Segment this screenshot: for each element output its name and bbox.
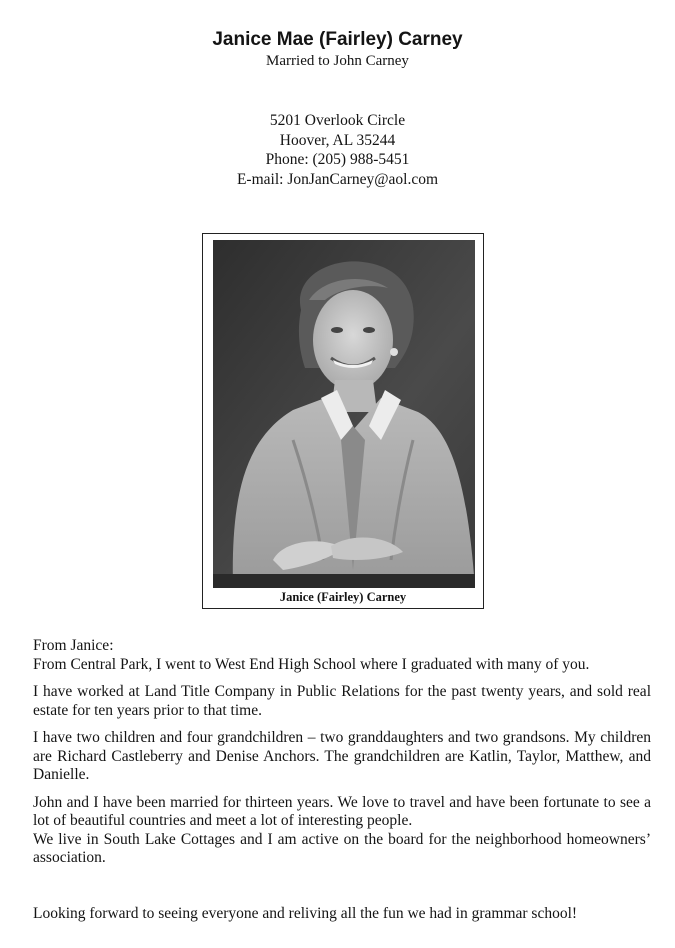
- portrait-photo: [213, 240, 475, 588]
- phone-number: Phone: (205) 988-5451: [265, 151, 410, 168]
- body-text: [33, 637, 651, 877]
- intro-line: From Janice:: [33, 637, 114, 654]
- page-title: Janice Mae (Fairley) Carney: [212, 29, 463, 50]
- spouse-line: Married to John Carney: [266, 53, 409, 69]
- closing-line: Looking forward to seeing everyone and reliving all the fun we had in grammar school!: [33, 905, 578, 922]
- portrait-frame: [202, 233, 484, 609]
- paragraph-residence: We live in South Lake Cottages and I am active on the board for the neighborhood homeowners’ association.: [33, 830, 651, 866]
- address-city: Hoover, AL 35244: [279, 131, 396, 149]
- portrait-image: [213, 240, 475, 588]
- paragraph-family: I have two children and four grandchildren – two granddaughters and two grandsons. My children are Richard Castleberry and Denise Anchors. The grandchildren are Katlin, Taylor, Matthew, and Danielle.: [33, 729, 651, 783]
- paragraph-school: From Central Park, I went to West End High School where I graduated with many of you.: [33, 655, 590, 673]
- photo-caption: Janice (Fairley) Carney: [279, 590, 407, 604]
- email-address: E-mail: JonJanCarney@aol.com: [236, 170, 439, 188]
- contact-block: [0, 111, 675, 189]
- paragraph-work: I have worked at Land Title Company in Public Relations for the past twenty years, and sold real estate for ten years prior to that time.: [33, 683, 651, 719]
- address-street: 5201 Overlook Circle: [269, 112, 406, 129]
- paragraph-marriage: John and I have been married for thirteen years. We love to travel and have been fortunate to see a lot of beautiful countries and meet a lot of interesting people.: [33, 793, 651, 829]
